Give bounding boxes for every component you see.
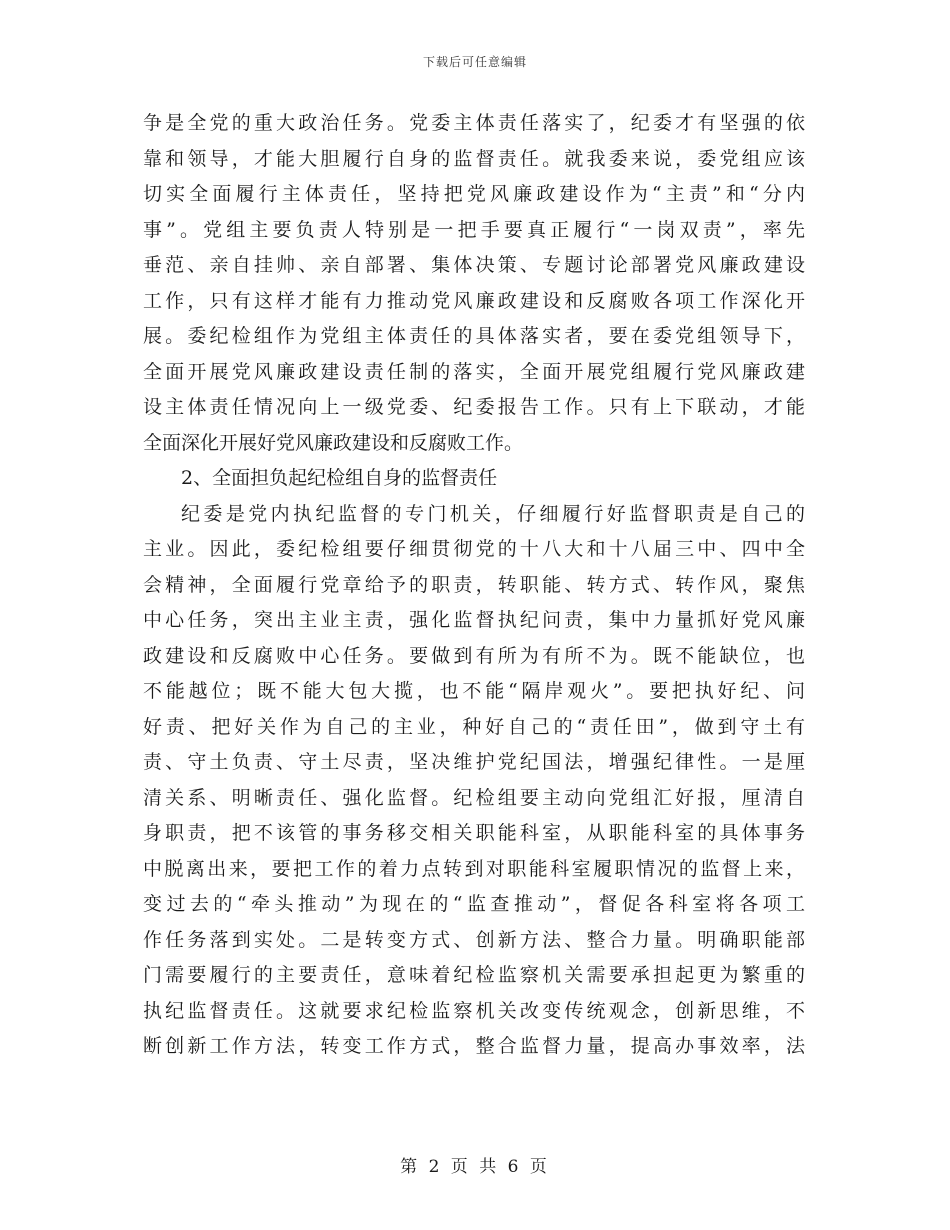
body-line: 不能越位；既不能大包大揽，也不能“隔岸观火”。要把执好纪、问: [143, 680, 805, 702]
body-line: 切实全面履行主体责任，坚持把党风廉政建设作为“主责”和“分内: [143, 183, 805, 205]
body-line: 展。委纪检组作为党组主体责任的具体落实者，要在委党组领导下，: [143, 325, 805, 347]
body-line: 好责、把好关作为自己的主业，种好自己的“责任田”，做到守土有: [143, 715, 805, 738]
body-line: 身职责，把不该管的事务移交相关职能科室，从职能科室的具体事务: [143, 822, 805, 844]
body-line: 中脱离出来，要把工作的着力点转到对职能科室履职情况的监督上来，: [143, 857, 805, 880]
body-line: 垂范、亲自挂帅、亲自部署、集体决策、专题讨论部署党风廉政建设: [143, 254, 805, 276]
body-line: 全面深化开展好党风廉政建设和反腐败工作。: [143, 431, 524, 454]
body-line: 清关系、明晰责任、强化监督。纪检组要主动向党组汇好报，厘清自: [143, 786, 805, 809]
body-line: 纪委是党内执纪监督的专门机关，仔细履行好监督职责是自己的: [181, 502, 805, 525]
body-line: 断创新工作方法，转变工作方式，整合监督力量，提高办事效率，法: [143, 1035, 805, 1057]
page-header-note: 下载后可任意编辑: [422, 55, 527, 69]
body-line: 变过去的“牵头推动”为现在的“监查推动”，督促各科室将各项工: [143, 893, 805, 915]
body-line: 责、守土负责、守土尽责，坚决维护党纪国法，增强纪律性。一是厘: [143, 751, 805, 773]
body-line: 中心任务，突出主业主责，强化监督执纪问责，集中力量抓好党风廉: [143, 609, 805, 631]
body-line: 事”。党组主要负责人特别是一把手要真正履行“一岗双责”，率先: [143, 218, 805, 241]
body-line: 会精神，全面履行党章给予的职责，转职能、转方式、转作风，聚焦: [143, 573, 805, 596]
section-heading: 2、全面担负起纪检组自身的监督责任: [181, 467, 498, 489]
body-line: 作任务落到实处。二是转变方式、创新方法、整合力量。明确职能部: [143, 928, 805, 951]
body-line: 门需要履行的主要责任，意味着纪检监察机关需要承担起更为繁重的: [143, 964, 805, 986]
body-line: 设主体责任情况向上一级党委、纪委报告工作。只有上下联动，才能: [143, 396, 805, 418]
body-line: 工作，只有这样才能有力推动党风廉政建设和反腐败各项工作深化开: [143, 289, 805, 312]
body-line: 执纪监督责任。这就要求纪检监察机关改变传统观念，创新思维，不: [143, 999, 805, 1022]
body-line: 全面开展党风廉政建设责任制的落实，全面开展党组履行党风廉政建: [143, 360, 805, 383]
body-line: 政建设和反腐败中心任务。要做到有所为有所不为。既不能缺位，也: [143, 644, 805, 667]
body-line: 争是全党的重大政治任务。党委主体责任落实了，纪委才有坚强的依: [143, 112, 805, 134]
body-line: 主业。因此，委纪检组要仔细贯彻党的十八大和十八届三中、四中全: [143, 538, 805, 560]
page-number: 第 2 页 共 6 页: [400, 1157, 550, 1177]
document-body: [143, 106, 805, 1065]
body-line: 靠和领导，才能大胆履行自身的监督责任。就我委来说，委党组应该: [143, 147, 805, 170]
